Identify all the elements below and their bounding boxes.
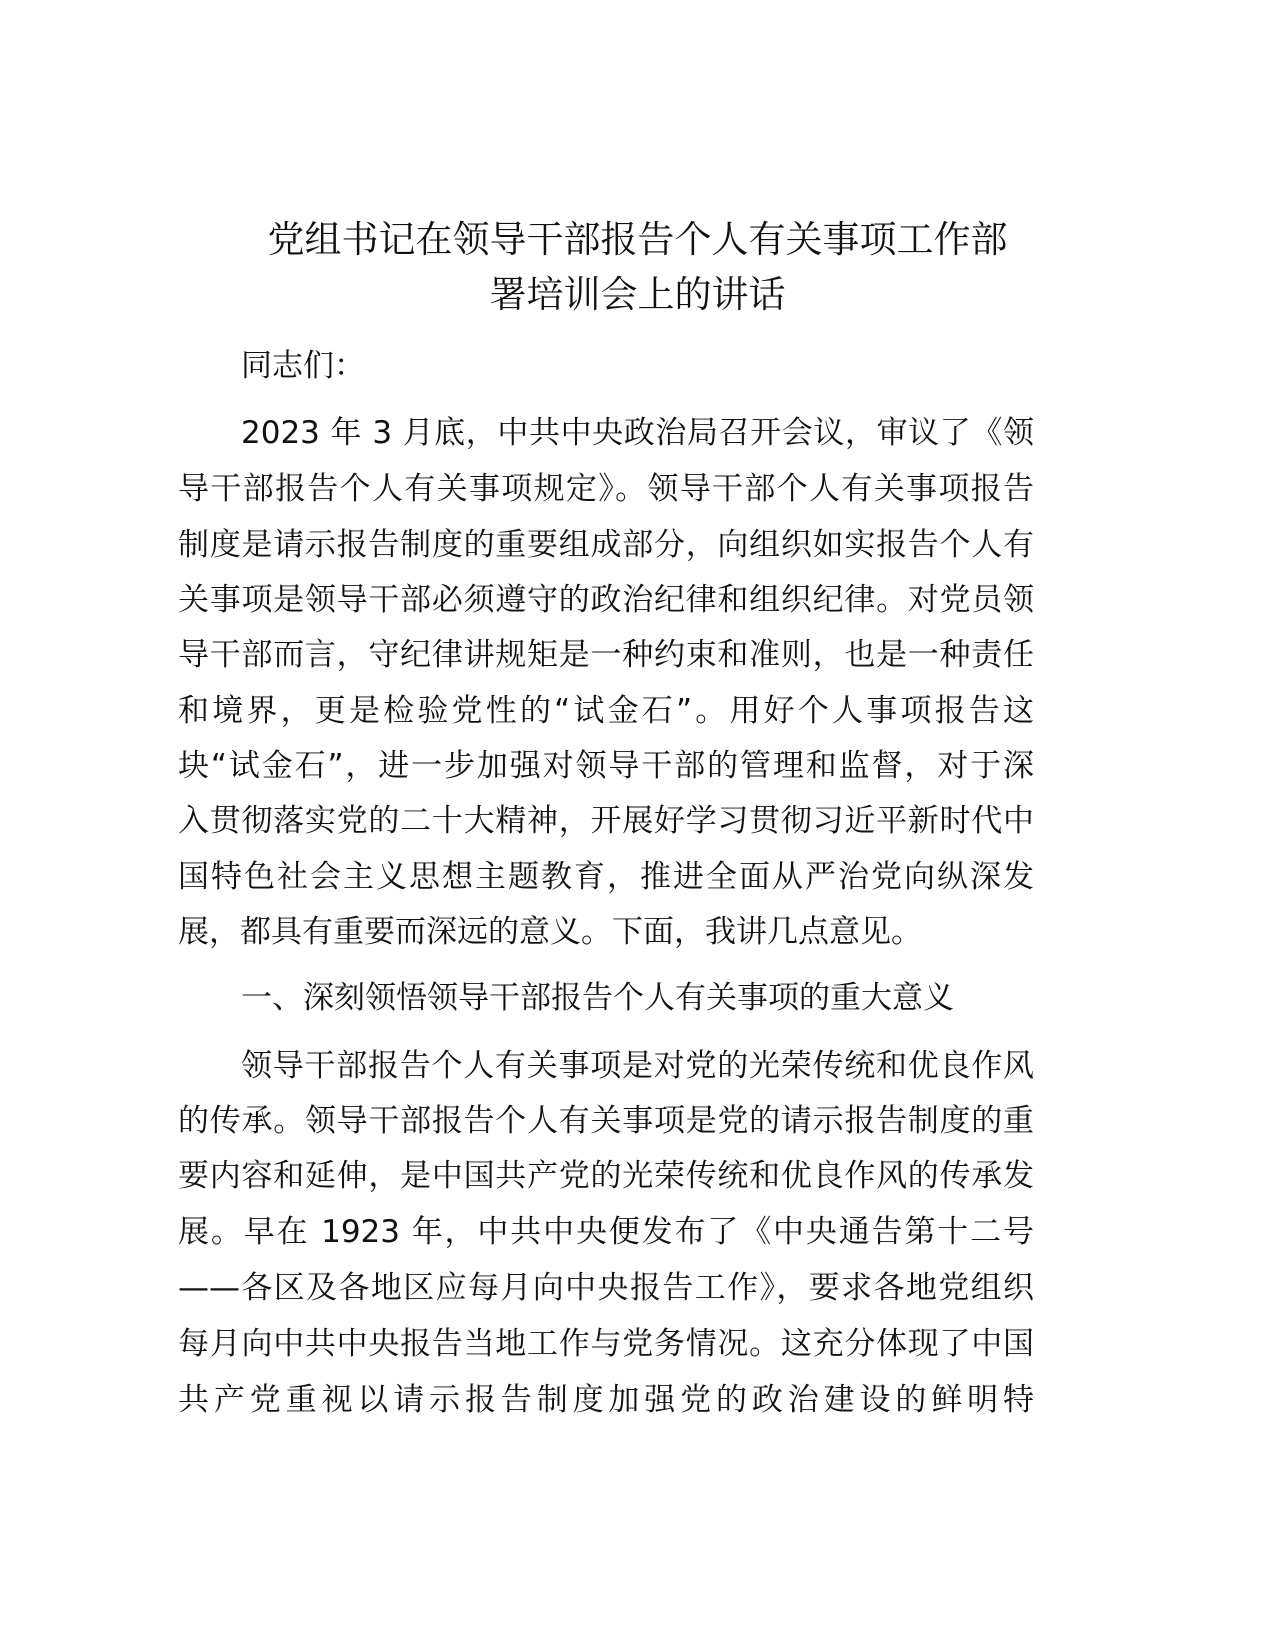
paragraph-line: 要内容和延伸，是中国共产党的光荣传统和优良作风的传承发 — [178, 1158, 1034, 1194]
paragraph-line: 关事项是领导干部必须遵守的政治纪律和组织纪律。对党员领 — [178, 582, 1034, 618]
document-title-line-1: 党组书记在领导干部报告个人有关事项工作部 — [267, 218, 1008, 261]
paragraph-line: 块“试金石”，进一步加强对领导干部的管理和监督，对于深 — [178, 748, 1034, 784]
paragraph-line: 2023 年 3 月底，中共中央政治局召开会议，审议了《领 — [241, 415, 1034, 451]
paragraph-line: ——各区及各地区应每月向中央报告工作》，要求各地党组织 — [178, 1270, 1034, 1306]
paragraph-line: 导干部报告个人有关事项规定》。领导干部个人有关事项报告 — [178, 471, 1034, 507]
document-title-line-2: 署培训会上的讲话 — [489, 273, 786, 316]
paragraph-line: 的传承。领导干部报告个人有关事项是党的请示报告制度的重 — [178, 1103, 1034, 1139]
salutation: 同志们： — [241, 348, 365, 384]
paragraph-line: 和境界，更是检验党性的“试金石”。用好个人事项报告这 — [178, 693, 1034, 729]
paragraph-line: 每月向中共中央报告当地工作与党务情况。这充分体现了中国 — [178, 1326, 1034, 1362]
paragraph-line: 展。早在 1923 年，中共中央便发布了《中央通告第十二号 — [178, 1214, 1034, 1250]
paragraph-line: 共产党重视以请示报告制度加强党的政治建设的鲜明特 — [178, 1382, 1034, 1418]
paragraph-line: 导干部而言，守纪律讲规矩是一种约束和准则，也是一种责任 — [178, 637, 1034, 673]
paragraph-line: 展，都具有重要而深远的意义。下面，我讲几点意见。 — [178, 914, 922, 950]
paragraph-line: 领导干部报告个人有关事项是对党的光荣传统和优良作风 — [241, 1048, 1034, 1084]
paragraph-line: 国特色社会主义思想主题教育，推进全面从严治党向纵深发 — [178, 859, 1034, 895]
paragraph-line: 制度是请示报告制度的重要组成部分，向组织如实报告个人有 — [178, 527, 1034, 563]
paragraph-line: 入贯彻落实党的二十大精神，开展好学习贯彻习近平新时代中 — [178, 803, 1034, 839]
section-heading-1: 一、深刻领悟领导干部报告个人有关事项的重大意义 — [241, 980, 954, 1016]
